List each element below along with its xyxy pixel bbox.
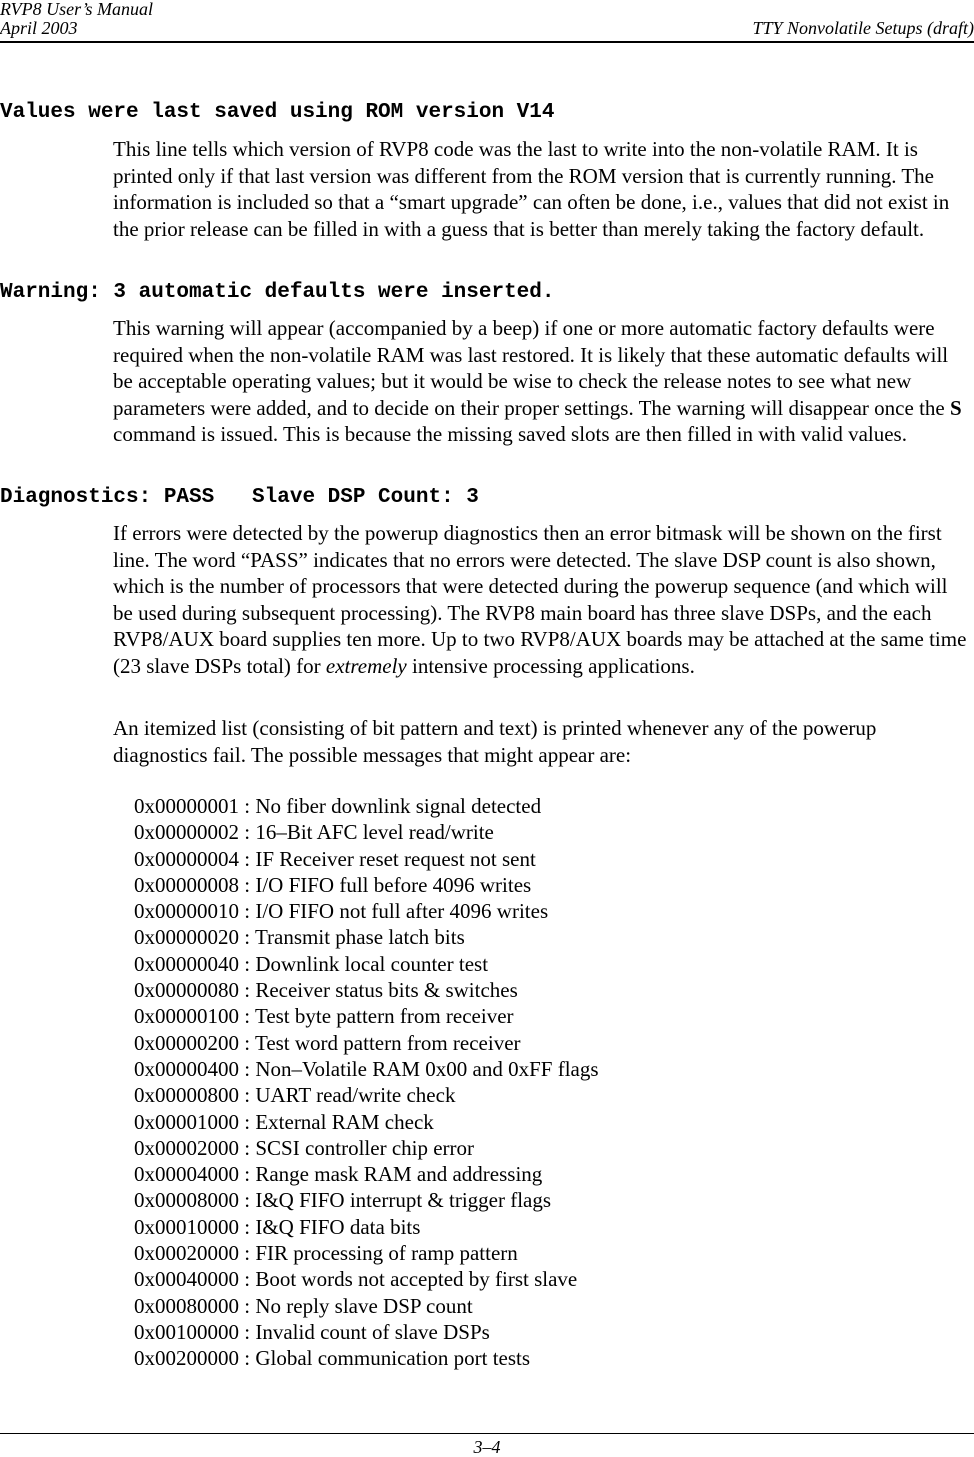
paragraph-rom-version: This line tells which version of RVP8 code was the last to write into the non-volatile RAM. It is printed only if that last version was different from the ROM version that is currently running. The information is included so that a “smart upgrade” can often be done, i.e., values that did not exist in the prior release can be filled in with a guess that is better than merely taking the factory default. [113, 137, 950, 241]
diagnostic-item: 0x00100000 : Invalid count of slave DSPs [134, 1319, 490, 1344]
section-title: TTY Nonvolatile Setups (draft) [752, 18, 974, 38]
diagnostic-item: 0x00080000 : No reply slave DSP count [134, 1293, 473, 1318]
diagnostic-item: 0x00000800 : UART read/write check [134, 1083, 456, 1108]
header-date: April 2003 [0, 18, 78, 38]
diagnostic-item: 0x00000400 : Non–Volatile RAM 0x00 and 0xFF flags [134, 1056, 599, 1081]
diagnostic-item: 0x00200000 : Global communication port tests [134, 1346, 531, 1371]
term-rom-version: Values were last saved using ROM version V14 [0, 101, 555, 124]
diagnostic-item: 0x00000020 : Transmit phase latch bits [134, 925, 465, 950]
emphasis-extremely: extremely [325, 653, 407, 678]
diagnostic-item: 0x00000004 : IF Receiver reset request not sent [134, 846, 536, 871]
diagnostic-item: 0x00020000 : FIR processing of ramp pattern [134, 1241, 518, 1266]
diagnostic-item: 0x00002000 : SCSI controller chip error [134, 1135, 475, 1160]
paragraph-text: If errors were detected by the powerup diagnostics then an error bitmask will be shown on the first line. The word “PASS” indicates that no errors were detected. The slave DSP count is also shown, which is the number of processors that were detected during the powerup sequence (and which will be used during subsequent processing). The RVP8 main board has three slave DSPs, and the each RVP8/AUX board supplies ten more. Up to two RVP8/AUX boards may be attached at the same time (23 slave DSPs total) for [113, 521, 967, 678]
diagnostic-item: 0x00001000 : External RAM check [134, 1109, 434, 1134]
diagnostic-item: 0x00000001 : No fiber downlink signal detected [134, 794, 542, 818]
term-diagnostics: Diagnostics: PASS Slave DSP Count: 3 [0, 486, 479, 509]
footer-rule [0, 1433, 974, 1434]
term-warning-defaults: Warning: 3 automatic defaults were inserted. [0, 281, 555, 304]
paragraph-text: This warning will appear (accompanied by a beep) if one or more automatic factory defaults were required when the non-volatile RAM was last restored. It is likely that these automatic defaults will be acceptable operating values; but it would be wise to check the release notes to see what new parameters were added, and to decide on their proper settings. The warning will disappear once the [113, 316, 950, 420]
diagnostic-item: 0x00000200 : Test word pattern from receiver [134, 1030, 521, 1055]
paragraph-diagnostics [113, 520, 971, 679]
diagnostic-item: 0x00000080 : Receiver status bits & switches [134, 978, 518, 1003]
diagnostic-item: 0x00000008 : I/O FIFO full before 4096 writes [134, 872, 532, 897]
diagnostic-item: 0x00000002 : 16–Bit AFC level read/write [134, 820, 494, 845]
diagnostic-item: 0x00000010 : I/O FIFO not full after 4096 writes [134, 899, 549, 924]
diagnostic-item: 0x00010000 : I&Q FIFO data bits [134, 1214, 421, 1239]
paragraph-itemized-list: An itemized list (consisting of bit pattern and text) is printed whenever any of the powerup diagnostics fail. The possible messages that might appear are: [113, 716, 877, 767]
running-header-left [0, 0, 153, 38]
manual-title: RVP8 User’s Manual [0, 0, 153, 19]
page-number: 3–4 [473, 1437, 501, 1457]
diagnostic-item: 0x00008000 : I&Q FIFO interrupt & trigger flags [134, 1188, 552, 1213]
diagnostic-item: 0x00040000 : Boot words not accepted by first slave [134, 1267, 578, 1292]
diagnostic-item: 0x00000040 : Downlink local counter test [134, 951, 489, 976]
paragraph-text: command is issued. This is because the missing saved slots are then filled in with valid values. [113, 422, 907, 446]
diagnostics-list [134, 793, 599, 1372]
diagnostic-item: 0x00004000 : Range mask RAM and addressing [134, 1162, 543, 1187]
command-s: S [949, 395, 962, 420]
diagnostic-item: 0x00000100 : Test byte pattern from receiver [134, 1004, 514, 1029]
paragraph-text: intensive processing applications. [406, 653, 695, 678]
paragraph-warning-defaults [113, 315, 971, 448]
header-rule [0, 41, 974, 43]
